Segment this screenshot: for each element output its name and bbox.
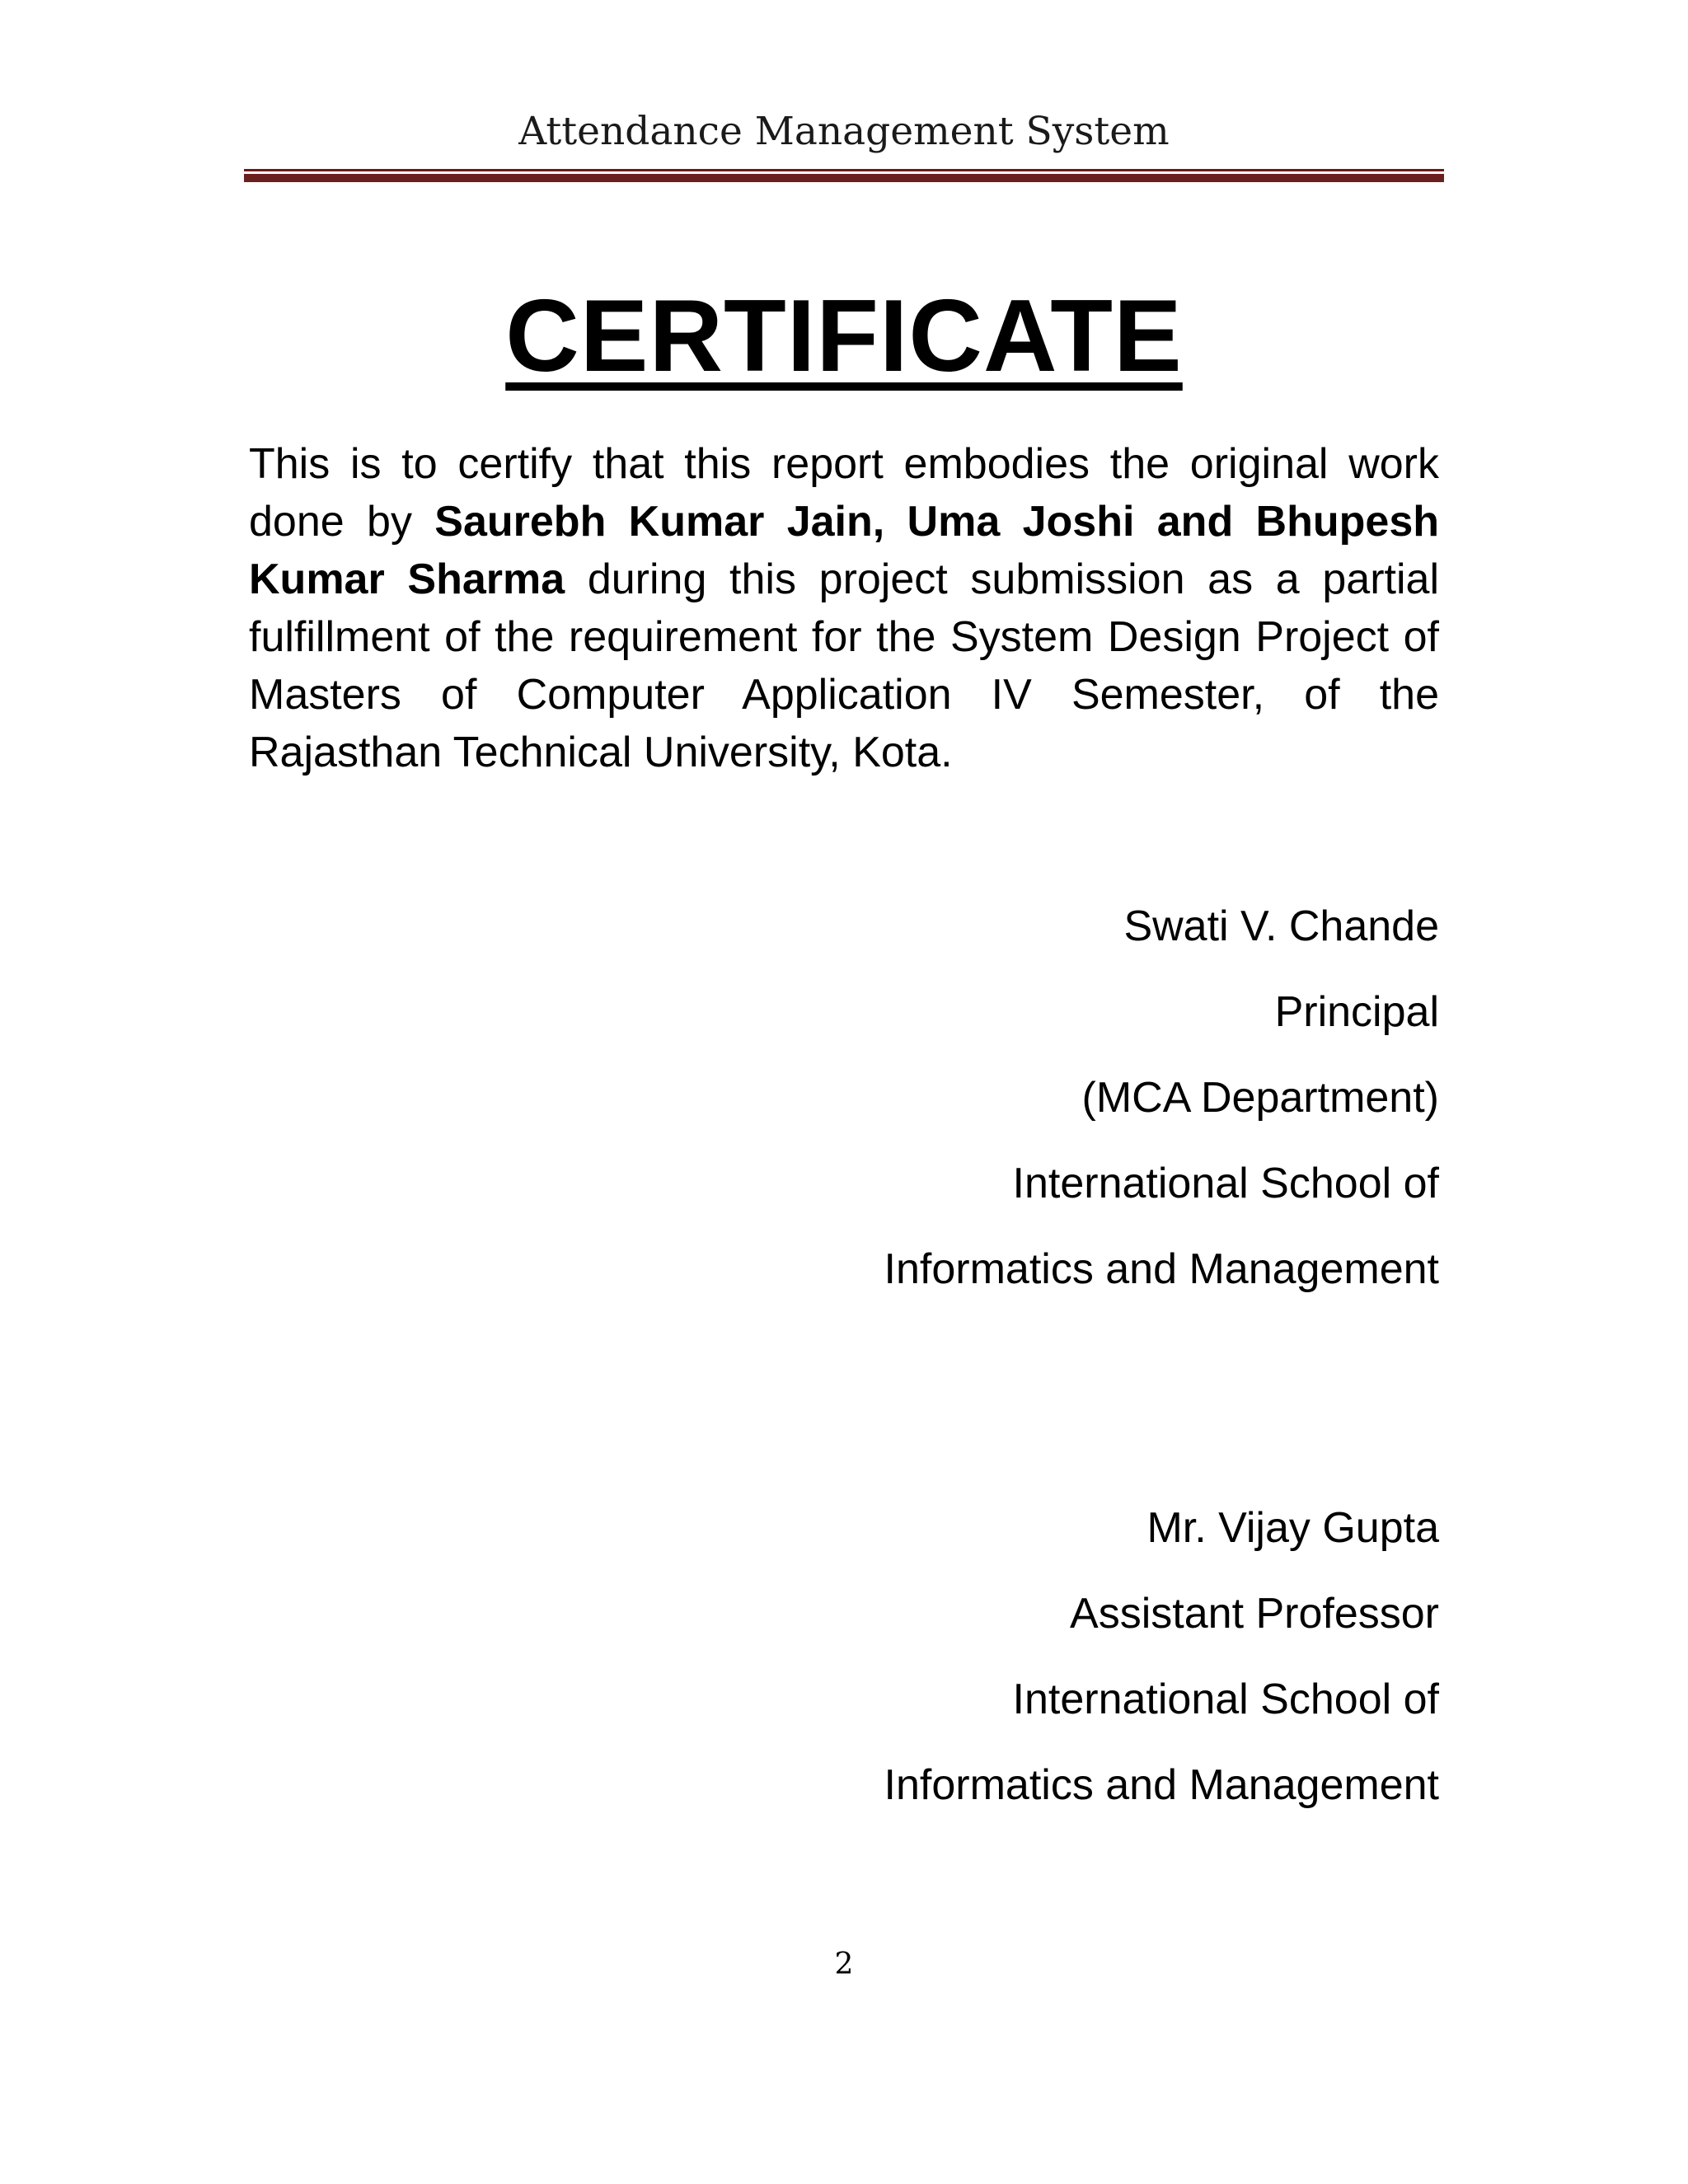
signatory-institution-line1: International School of [1012,1160,1439,1207]
header-rule-thick [244,174,1444,182]
header-rule-thin [244,169,1444,171]
certificate-title-text: CERTIFICATE [505,279,1183,393]
signatory-principal [884,883,1439,1312]
signatory-department: (MCA Department) [1081,1074,1439,1122]
body-rest: during this project submission as a partial fulfillment of the requirement for the System Design Project of Masters of Computer Application IV Semester, of the Rajasthan Technical University, Kota. [249,555,1440,776]
signatory-name: Mr. Vijay Gupta [1146,1504,1439,1552]
signatory-institution-line2: Informatics and Management [884,1761,1439,1809]
signatory-assistant-professor [884,1485,1439,1828]
body-intro: This is to certify that this report embodies the original work done by [249,440,1439,546]
signatory-institution-line2: Informatics and Management [884,1245,1439,1293]
signatory-institution-line1: International School of [1012,1675,1439,1723]
signatory-name: Swati V. Chande [1123,902,1439,950]
student-names: Saurebh Kumar Jain, Uma Joshi and Bhupesh Kumar Sharma [249,498,1439,603]
running-header: Attendance Management System [518,109,1170,154]
signatory-designation: Principal [1274,988,1439,1036]
certificate-body [249,435,1439,781]
certificate-title [0,279,1688,394]
page-number: 2 [834,1947,854,1981]
signatory-designation: Assistant Professor [1070,1590,1439,1638]
